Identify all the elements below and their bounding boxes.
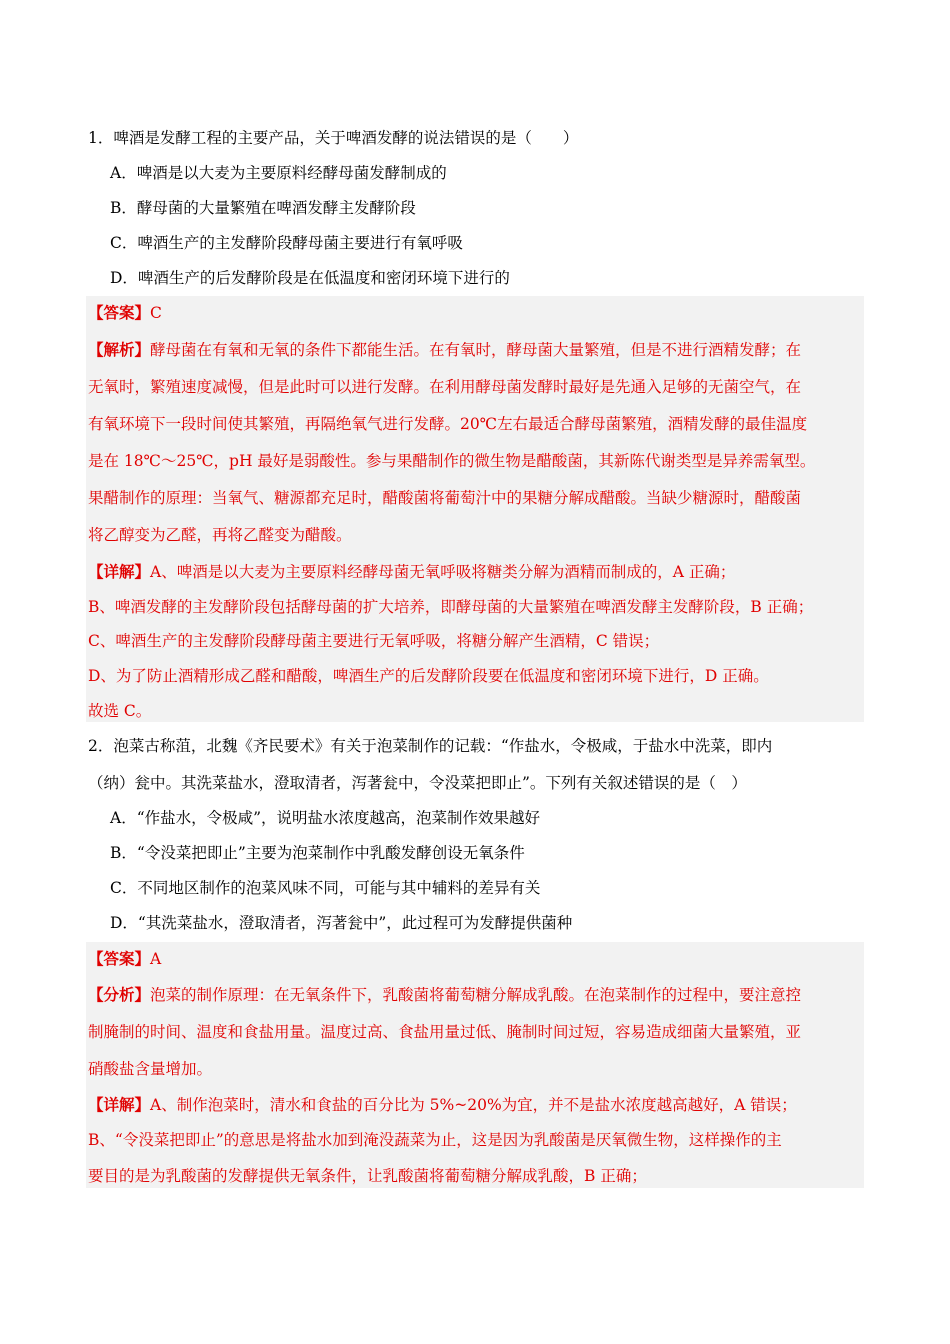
question-2-stem-line: 2．泡菜古称菹，北魏《齐民要术》有关于泡菜制作的记载：“作盐水，令极咸，于盐水中洗菜，即内 [88, 737, 773, 755]
detail-tag: 【详解】 [88, 562, 151, 581]
question-1-option-b: B．酵母菌的大量繁殖在啤酒发酵主发酵阶段 [110, 199, 416, 217]
question-1-answer [88, 303, 162, 323]
question-1-analysis-line: 无氧时，繁殖速度减慢，但是此时可以进行发酵。在利用酵母菌发酵时最好是先通入足够的无菌空气，在 [88, 378, 802, 396]
question-1-analysis-line: 有氧环境下一段时间使其繁殖，再隔绝氧气进行发酵。20℃左右最适合酵母菌繁殖，酒精发酵的最佳温度 [88, 415, 808, 433]
detail-tag: 【详解】 [88, 1095, 151, 1114]
question-2-analysis-line: 制腌制的时间、温度和食盐用量。温度过高、食盐用量过低、腌制时间过短，容易造成细菌大量繁殖，亚 [88, 1023, 802, 1041]
question-2-detail-line: 要目的是为乳酸菌的发酵提供无氧条件，让乳酸菌将葡萄糖分解成乳酸，B 正确； [88, 1167, 647, 1185]
question-1-option-c: C．啤酒生产的主发酵阶段酵母菌主要进行有氧呼吸 [110, 234, 463, 252]
question-2-option-b: B．“令没菜把即止”主要为泡菜制作中乳酸发酵创设无氧条件 [110, 844, 525, 862]
question-2-option-c: C．不同地区制作的泡菜风味不同，可能与其中辅料的差异有关 [110, 879, 541, 897]
question-2-answer [88, 949, 161, 969]
question-2-option-d: D．“其洗菜盐水，澄取清者，泻著瓮中”，此过程可为发酵提供菌种 [110, 914, 573, 932]
question-1-analysis-line: 是在 18℃～25℃，pH 最好是弱酸性。参与果醋制作的微生物是醋酸菌，其新陈代谢类型是异养需氧型。 [88, 452, 816, 470]
question-1-detail-line: C、啤酒生产的主发酵阶段酵母菌主要进行无氧呼吸，将糖分解产生酒精，C 错误； [88, 632, 660, 650]
answer-value: C [150, 304, 162, 322]
question-1-detail-line: D、为了防止酒精形成乙醛和醋酸，啤酒生产的后发酵阶段要在低温度和密闭环境下进行，D 正确。 [88, 667, 769, 685]
question-2-stem-line: （纳）瓮中。其洗菜盐水，澄取清者，泻著瓮中，令没菜把即止”。下列有关叙述错误的是（ ） [88, 774, 747, 792]
question-2-analysis-line: 【分析】泡菜的制作原理：在无氧条件下，乳酸菌将葡萄糖分解成乳酸。在泡菜制作的过程中，要注意控 [88, 985, 802, 1004]
question-2-analysis-line: 硝酸盐含量增加。 [88, 1060, 213, 1078]
question-2-detail-line: 【详解】A、制作泡菜时，清水和食盐的百分比为 5%~20%为宜，并不是盐水浓度越高越好，A 错误； [88, 1095, 797, 1114]
question-2-detail-line: B、“令没菜把即止”的意思是将盐水加到淹没蔬菜为止，这是因为乳酸菌是厌氧微生物，这样操作的主 [88, 1131, 782, 1149]
analysis-tag: 【解析】 [88, 340, 151, 359]
question-1-analysis-line: 【解析】酵母菌在有氧和无氧的条件下都能生活。在有氧时，酵母菌大量繁殖，但是不进行酒精发酵；在 [88, 340, 802, 359]
answer-tag: 【答案】 [88, 303, 151, 322]
answer-value: A [150, 950, 162, 968]
question-1-option-d: D．啤酒生产的后发酵阶段是在低温度和密闭环境下进行的 [110, 269, 510, 287]
question-1-analysis-line: 将乙醇变为乙醛，再将乙醛变为醋酸。 [88, 526, 352, 544]
question-1-stem: 1．啤酒是发酵工程的主要产品，关于啤酒发酵的说法错误的是（ ） [88, 129, 579, 147]
question-1-detail-line: B、啤酒发酵的主发酵阶段包括酵母菌的扩大培养，即酵母菌的大量繁殖在啤酒发酵主发酵阶段，B 正确； [88, 598, 814, 616]
question-1-option-a: A．啤酒是以大麦为主要原料经酵母菌发酵制成的 [110, 164, 447, 182]
analysis-tag: 【分析】 [88, 985, 151, 1004]
question-1-detail-line: 【详解】A、啤酒是以大麦为主要原料经酵母菌无氧呼吸将糖类分解为酒精而制成的，A 正确； [88, 562, 736, 581]
question-1-analysis-line: 果醋制作的原理：当氧气、糖源都充足时，醋酸菌将葡萄汁中的果糖分解成醋酸。当缺少糖源时，醋酸菌 [88, 489, 802, 507]
question-2-option-a: A．“作盐水，令极咸”，说明盐水浓度越高，泡菜制作效果越好 [110, 809, 541, 827]
answer-tag: 【答案】 [88, 949, 151, 968]
question-1-conclusion: 故选 C。 [88, 702, 152, 720]
